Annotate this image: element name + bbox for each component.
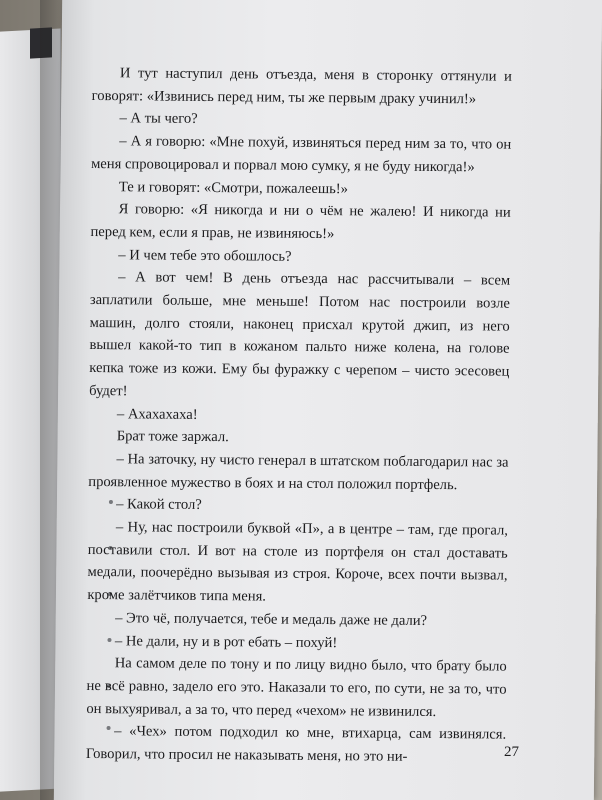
paragraph: И тут наступил день отъезда, меня в сторонку оттянули и говорят: «Извинись перед ним, ты же первым драку учинил!» xyxy=(91,65,512,108)
paragraph: Я говорю: «Я никогда и ни о чём не жалею! И никогда ни перед кем, если я прав, не извиняюсь!» xyxy=(90,201,511,243)
paragraph: – Ну, нас построили буквой «П», а в центре – там, где прогал, поставили стол. И вот на столе из портфеля он стал доставать медали, поочерёдно вызывая из строя. Короче, всех почти вызвал, кроме залётчиков типа меня. xyxy=(87,519,508,605)
paragraph: – А я говорю: «Мне похуй, извиняться перед ним за то, что он меня спровоцировал и порвал мою сумку, я не буду никогда!» xyxy=(91,133,512,176)
paragraph: – «Чех» потом подходил ко мне, втихарца, сам извинялся. Говорил, что просил не наказывать меня, но это ни- xyxy=(85,723,507,765)
paragraph: Те и говорят: «Смотри, пожалеешь!» xyxy=(118,178,349,197)
paragraph: – На заточку, ну чисто генерал в штатском поблагодарил нас за проявленное мужество в боях и на стол положил портфель. xyxy=(88,451,509,493)
paragraph: – А ты чего? xyxy=(119,110,198,128)
paragraph: – Какой стол? xyxy=(116,496,202,514)
paragraph: Брат тоже заржал. xyxy=(116,428,229,446)
paragraph: – А вот чем! В день отъезда нас рассчитывали – всем заплатили больше, мне меньше! Потом нас построили возле машин, долго стояли, наконец присхал крутой джип, из него вышел какой-то тип в кожаном пальто ниже колена, на голове кепка тоже из кожи. Ему бы фуражку с черепом – чисто эсесовец будет! xyxy=(89,269,511,400)
paragraph: – Это чё, получается, тебе и медаль даже не дали? xyxy=(115,610,428,629)
paragraph: На самом деле по тону и по лицу видно было, что брату было не всё равно, задело его это. Наказали то его, по сути, не за то, что он выхуяривал, а за то, что перед «чехом» не извинился. xyxy=(86,655,507,720)
paragraph: – Не дали, ну и в рот ебать – похуй! xyxy=(114,632,338,651)
paragraph: – Ахахахаха! xyxy=(116,405,198,423)
page-body-text xyxy=(86,62,512,769)
paragraph: – И чем тебе это обошлось? xyxy=(118,246,292,265)
page-number: 27 xyxy=(504,744,519,760)
